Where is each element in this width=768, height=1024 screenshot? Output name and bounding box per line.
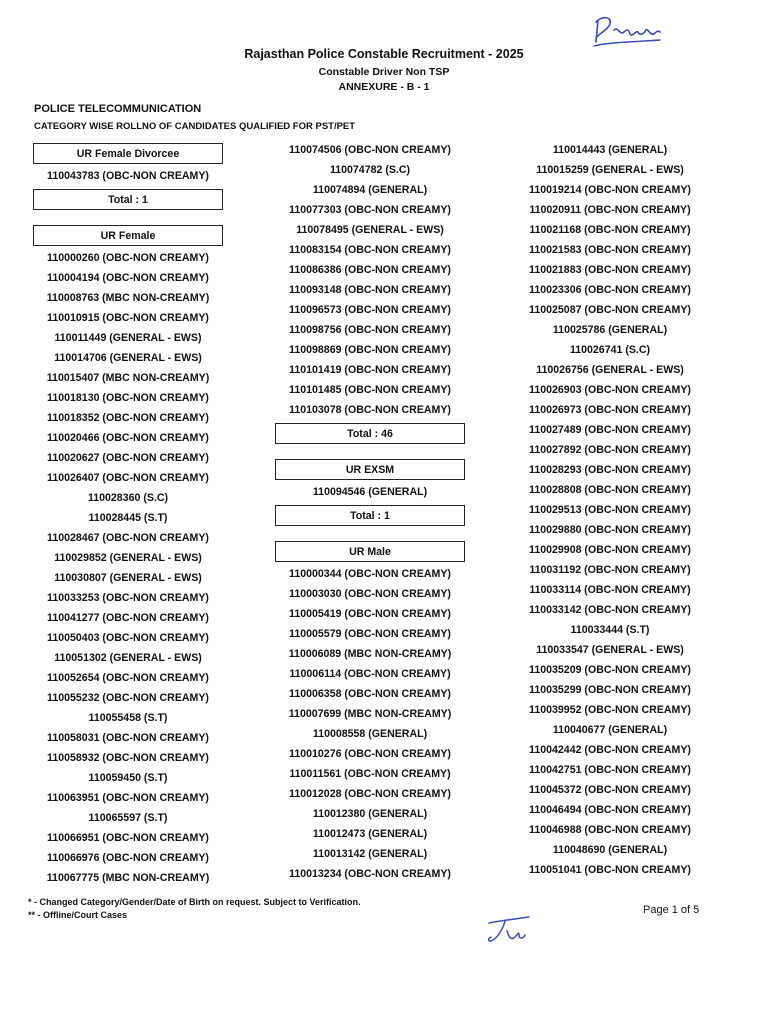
roll-number-entry: 110043783 (OBC-NON CREAMY) [47, 170, 209, 182]
roll-number-entry: 110010915 (OBC-NON CREAMY) [47, 312, 209, 324]
category-heading: UR Female Divorcee [33, 143, 223, 164]
category-total: Total : 1 [33, 189, 223, 210]
roll-number-entry: 110028808 (OBC-NON CREAMY) [529, 484, 691, 496]
boxed-label-row [272, 502, 468, 528]
roll-number-entry: 110025786 (GENERAL) [552, 324, 668, 336]
boxed-label-row [272, 420, 468, 446]
roll-number-entry: 110046988 (OBC-NON CREAMY) [529, 824, 691, 836]
roll-number-entry: 110098869 (OBC-NON CREAMY) [289, 344, 451, 356]
roll-number-entry: 110021883 (OBC-NON CREAMY) [529, 264, 691, 276]
category-total: Total : 46 [275, 423, 465, 444]
roll-number-entry: 110028445 (S.T) [88, 512, 168, 524]
roll-number-entry: 110067775 (MBC NON-CREAMY) [46, 872, 210, 884]
roll-number-entry: 110020911 (OBC-NON CREAMY) [529, 204, 691, 216]
roll-number-entry: 110051302 (GENERAL - EWS) [54, 652, 202, 664]
roll-number-entry: 110033114 (OBC-NON CREAMY) [529, 584, 691, 596]
annexure-label: ANNEXURE - B - 1 [338, 81, 430, 93]
roll-number-entry: 110021168 (OBC-NON CREAMY) [529, 224, 691, 236]
roll-number-entry: 110004194 (OBC-NON CREAMY) [47, 272, 209, 284]
roll-number-entry: 110033444 (S.T) [570, 624, 650, 636]
roll-number-entry: 110028360 (S.C) [87, 492, 169, 504]
roll-number-entry: 110018352 (OBC-NON CREAMY) [47, 412, 209, 424]
roll-number-entry: 110003030 (OBC-NON CREAMY) [289, 588, 451, 600]
roll-number-entry: 110040677 (GENERAL) [552, 724, 668, 736]
roll-number-entry: 110006114 (OBC-NON CREAMY) [289, 668, 451, 680]
roll-number-entry: 110013234 (OBC-NON CREAMY) [289, 868, 451, 880]
boxed-label-row [30, 186, 226, 212]
roll-number-entry: 110019214 (OBC-NON CREAMY) [529, 184, 691, 196]
roll-number-entry: 110035209 (OBC-NON CREAMY) [529, 664, 691, 676]
roll-number-entry: 110031192 (OBC-NON CREAMY) [529, 564, 691, 576]
roll-number-entry: 110083154 (OBC-NON CREAMY) [289, 244, 451, 256]
handwritten-initials-bottom [485, 915, 535, 947]
roll-number-entry: 110042442 (OBC-NON CREAMY) [529, 744, 691, 756]
roll-number-entry: 110028293 (OBC-NON CREAMY) [529, 464, 691, 476]
department-heading: POLICE TELECOMMUNICATION [34, 103, 202, 115]
column-3 [512, 140, 708, 880]
roll-number-entry: 110045372 (OBC-NON CREAMY) [529, 784, 691, 796]
roll-number-entry: 110066976 (OBC-NON CREAMY) [47, 852, 209, 864]
roll-number-entry: 110023306 (OBC-NON CREAMY) [529, 284, 691, 296]
roll-number-entry: 110077303 (OBC-NON CREAMY) [289, 204, 451, 216]
roll-number-entry: 110050403 (OBC-NON CREAMY) [47, 632, 209, 644]
roll-number-entry: 110006089 (MBC NON-CREAMY) [288, 648, 452, 660]
roll-number-entry: 110074894 (GENERAL) [312, 184, 428, 196]
roll-number-entry: 110055232 (OBC-NON CREAMY) [47, 692, 209, 704]
roll-number-entry: 110048690 (GENERAL) [552, 844, 668, 856]
section-spacer [272, 528, 468, 538]
category-heading: UR Female [33, 225, 223, 246]
boxed-label-row [272, 538, 468, 564]
handwritten-signature-top [590, 12, 670, 52]
roll-number-entry: 110030807 (GENERAL - EWS) [54, 572, 202, 584]
footnote-court-cases: ** - Offline/Court Cases [28, 910, 128, 920]
roll-number-entry: 110093148 (OBC-NON CREAMY) [289, 284, 451, 296]
roll-number-entry: 110101485 (OBC-NON CREAMY) [289, 384, 451, 396]
roll-number-entry: 110012380 (GENERAL) [312, 808, 428, 820]
roll-number-entry: 110033253 (OBC-NON CREAMY) [47, 592, 209, 604]
roll-number-entry: 110025087 (OBC-NON CREAMY) [529, 304, 691, 316]
roll-number-entry: 110096573 (OBC-NON CREAMY) [289, 304, 451, 316]
roll-number-entry: 110052654 (OBC-NON CREAMY) [47, 672, 209, 684]
roll-number-entry: 110020466 (OBC-NON CREAMY) [47, 432, 209, 444]
roll-number-entry: 110086386 (OBC-NON CREAMY) [289, 264, 451, 276]
roll-number-entry: 110012028 (OBC-NON CREAMY) [289, 788, 451, 800]
roll-number-entry: 110015407 (MBC NON-CREAMY) [46, 372, 210, 384]
roll-number-entry: 110008558 (GENERAL) [312, 728, 428, 740]
roll-number-entry: 110046494 (OBC-NON CREAMY) [529, 804, 691, 816]
roll-number-entry: 110078495 (GENERAL - EWS) [296, 224, 444, 236]
roll-number-entry: 110041277 (OBC-NON CREAMY) [47, 612, 209, 624]
roll-number-entry: 110020627 (OBC-NON CREAMY) [47, 452, 209, 464]
roll-number-entry: 110028467 (OBC-NON CREAMY) [47, 532, 209, 544]
roll-number-entry: 110051041 (OBC-NON CREAMY) [529, 864, 691, 876]
roll-number-entry: 110007699 (MBC NON-CREAMY) [288, 708, 452, 720]
roll-number-entry: 110063951 (OBC-NON CREAMY) [47, 792, 209, 804]
roll-number-entry: 110065597 (S.T) [88, 812, 168, 824]
footnote-changed-category: * - Changed Category/Gender/Date of Birth on request. Subject to Verification. [28, 897, 361, 907]
roll-number-entry: 110074782 (S.C) [329, 164, 411, 176]
roll-number-entry: 110026973 (OBC-NON CREAMY) [529, 404, 691, 416]
roll-number-entry: 110026903 (OBC-NON CREAMY) [529, 384, 691, 396]
list-heading: CATEGORY WISE ROLLNO OF CANDIDATES QUALIFIED FOR PST/PET [34, 121, 356, 132]
roll-number-entry: 110014706 (GENERAL - EWS) [54, 352, 202, 364]
roll-number-entry: 110026756 (GENERAL - EWS) [536, 364, 684, 376]
roll-number-entry: 110074506 (OBC-NON CREAMY) [289, 144, 451, 156]
roll-number-entry: 110027489 (OBC-NON CREAMY) [529, 424, 691, 436]
roll-number-entry: 110039952 (OBC-NON CREAMY) [529, 704, 691, 716]
roll-number-entry: 110000260 (OBC-NON CREAMY) [47, 252, 209, 264]
category-heading: UR EXSM [275, 459, 465, 480]
roll-number-entry: 110035299 (OBC-NON CREAMY) [529, 684, 691, 696]
roll-number-entry: 110029880 (OBC-NON CREAMY) [529, 524, 691, 536]
roll-number-entry: 110101419 (OBC-NON CREAMY) [289, 364, 451, 376]
roll-number-entry: 110033547 (GENERAL - EWS) [536, 644, 684, 656]
roll-number-entry: 110042751 (OBC-NON CREAMY) [529, 764, 691, 776]
roll-number-entry: 110029908 (OBC-NON CREAMY) [529, 544, 691, 556]
roll-number-entry: 110011449 (GENERAL - EWS) [54, 332, 202, 344]
roll-number-entry: 110005419 (OBC-NON CREAMY) [289, 608, 451, 620]
roll-number-entry: 110055458 (S.T) [88, 712, 168, 724]
roll-number-entry: 110014443 (GENERAL) [552, 144, 668, 156]
boxed-label-row [30, 140, 226, 166]
column-1 [30, 140, 226, 888]
roll-number-entry: 110029852 (GENERAL - EWS) [54, 552, 202, 564]
boxed-label-row [272, 456, 468, 482]
roll-number-entry: 110027892 (OBC-NON CREAMY) [529, 444, 691, 456]
roll-number-entry: 110013142 (GENERAL) [312, 848, 428, 860]
post-name: Constable Driver Non TSP [318, 66, 450, 78]
roll-number-entry: 110012473 (GENERAL) [312, 828, 428, 840]
page-number: Page 1 of 5 [643, 904, 700, 916]
roll-number-entry: 110000344 (OBC-NON CREAMY) [289, 568, 451, 580]
roll-number-entry: 110026407 (OBC-NON CREAMY) [47, 472, 209, 484]
roll-number-entry: 110018130 (OBC-NON CREAMY) [47, 392, 209, 404]
roll-number-entry: 110015259 (GENERAL - EWS) [536, 164, 684, 176]
roll-number-entry: 110059450 (S.T) [88, 772, 168, 784]
roll-number-entry: 110058932 (OBC-NON CREAMY) [47, 752, 209, 764]
roll-number-entry: 110094546 (GENERAL) [312, 486, 428, 498]
category-total: Total : 1 [275, 505, 465, 526]
roll-number-entry: 110098756 (OBC-NON CREAMY) [289, 324, 451, 336]
boxed-label-row [30, 222, 226, 248]
category-heading: UR Male [275, 541, 465, 562]
roll-number-entry: 110010276 (OBC-NON CREAMY) [289, 748, 451, 760]
document-title: Rajasthan Police Constable Recruitment - 2025 [244, 47, 524, 61]
roll-number-entry: 110008763 (MBC NON-CREAMY) [46, 292, 210, 304]
roll-number-entry: 110005579 (OBC-NON CREAMY) [289, 628, 451, 640]
section-spacer [30, 212, 226, 222]
roll-number-entry: 110029513 (OBC-NON CREAMY) [529, 504, 691, 516]
roll-number-entry: 110103078 (OBC-NON CREAMY) [289, 404, 451, 416]
section-spacer [272, 446, 468, 456]
column-2 [272, 140, 468, 884]
roll-number-entry: 110033142 (OBC-NON CREAMY) [529, 604, 691, 616]
roll-number-entry: 110011561 (OBC-NON CREAMY) [289, 768, 451, 780]
roll-number-entry: 110058031 (OBC-NON CREAMY) [47, 732, 209, 744]
roll-number-entry: 110021583 (OBC-NON CREAMY) [529, 244, 691, 256]
roll-number-entry: 110026741 (S.C) [569, 344, 651, 356]
roll-number-entry: 110066951 (OBC-NON CREAMY) [47, 832, 209, 844]
roll-number-entry: 110006358 (OBC-NON CREAMY) [289, 688, 451, 700]
